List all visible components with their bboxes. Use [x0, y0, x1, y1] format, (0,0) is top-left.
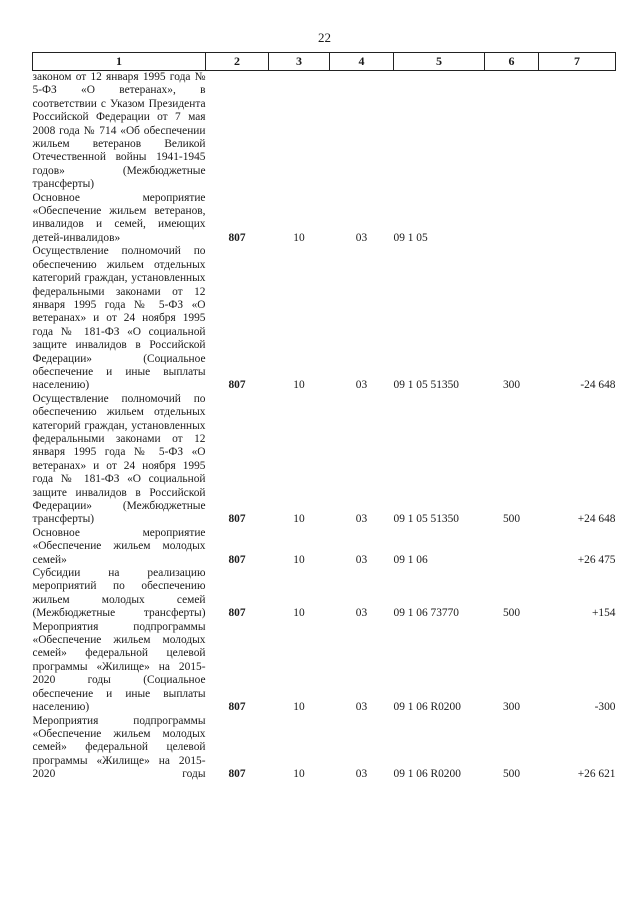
- row-section: 10: [293, 379, 305, 392]
- row-code-ministry: 807: [228, 701, 246, 714]
- header-col-7: 7: [539, 53, 616, 71]
- row-subsection: 03: [355, 513, 368, 526]
- row-section: 10: [293, 231, 305, 244]
- row-target-article: 09 1 06 73770: [393, 607, 459, 620]
- row-subsection: 03: [355, 607, 368, 620]
- row-code-ministry: 807: [228, 768, 246, 781]
- row-target-article: [394, 71, 485, 192]
- row-expense-type: 500: [502, 607, 521, 620]
- row-name: Основное мероприятие «Обеспечение жильем ветеранов, инвалидов и семей, имеющих детей-инвалидов»: [32, 191, 206, 244]
- row-expense-type: 500: [502, 513, 521, 526]
- row-target-article: 09 1 05 51350: [393, 513, 459, 526]
- row-expense-type: 300: [502, 701, 521, 714]
- row-name: Осуществление полномочий по обеспечению жильем отдельных категорий граждан, установленных федеральными законами от 12 января 1995 года № 5-ФЗ «О ветеранах» и от 24 ноября 1995 года № 181-ФЗ «О социальной защите инвалидов в Российской Федерации» (Социальное обеспечение и иные выплаты населению): [32, 245, 206, 392]
- row-expense-type: 300: [502, 379, 521, 392]
- row-target-article: 09 1 06 R0200: [393, 701, 461, 714]
- header-col-2: 2: [206, 53, 269, 71]
- row-amount: +24 648: [577, 513, 616, 526]
- row-section: [269, 71, 330, 192]
- row-subsection: 03: [355, 379, 368, 392]
- header-col-4: 4: [330, 53, 394, 71]
- header-col-3: 3: [269, 53, 330, 71]
- row-amount: +26 621: [577, 768, 616, 781]
- header-col-1: 1: [33, 53, 206, 71]
- row-target-article: 09 1 05 51350: [393, 379, 459, 392]
- header-col-5: 5: [394, 53, 485, 71]
- row-subsection: 03: [355, 553, 368, 566]
- table-header-row: [33, 53, 616, 71]
- table-row: [33, 192, 616, 246]
- row-name: Осуществление полномочий по обеспечению жильем отдельных категорий граждан, установленных федеральными законами от 12 января 1995 года № 5-ФЗ «О ветеранах» и от 24 ноября 1995 года № 181-ФЗ «О социальной защите инвалидов в Российской Федерации» (Межбюджетные трансферты): [32, 392, 206, 526]
- row-section: 10: [293, 701, 305, 714]
- row-name: Мероприятия подпрограммы «Обеспечение жильем молодых семей» федеральной целевой программы «Жилище» на 2015-2020 годы (Социальное обеспечение и иные выплаты населению): [32, 620, 206, 714]
- table-row: [33, 715, 616, 782]
- row-target-article: 09 1 06: [393, 553, 428, 566]
- row-section: 10: [293, 513, 305, 526]
- row-code-ministry: 807: [228, 553, 246, 566]
- header-col-6: 6: [485, 53, 539, 71]
- row-amount: +26 475: [577, 553, 616, 566]
- row-subsection: [330, 71, 394, 192]
- page-number: 22: [318, 30, 331, 45]
- row-code-ministry: 807: [228, 379, 246, 392]
- row-code-ministry: 807: [228, 231, 246, 244]
- row-amount: +154: [591, 607, 616, 620]
- row-expense-type: [485, 71, 539, 192]
- row-name: Мероприятия подпрограммы «Обеспечение жильем молодых семей» федеральной целевой программы «Жилище» на 2015-2020 годы: [32, 714, 206, 781]
- row-section: 10: [293, 553, 305, 566]
- row-name: законом от 12 января 1995 года № 5-ФЗ «О ветеранах», в соответствии с Указом Президента Российской Федерации от 7 мая 2008 года № 714 «Об обеспечении жильем ветеранов Великой Отечественной войны 1941-1945 годов» (Межбюджетные трансферты): [32, 71, 206, 191]
- table-row: [33, 71, 616, 192]
- row-section: 10: [293, 607, 305, 620]
- row-name: Субсидии на реализацию мероприятий по обеспечению жильем молодых семей (Межбюджетные трансферты): [32, 567, 206, 620]
- row-expense-type: [485, 527, 539, 567]
- table-row: [33, 567, 616, 621]
- row-subsection: 03: [355, 768, 368, 781]
- row-amount: [539, 192, 616, 246]
- row-amount: [539, 71, 616, 192]
- row-subsection: 03: [355, 231, 368, 244]
- row-subsection: 03: [355, 701, 368, 714]
- row-target-article: 09 1 06 R0200: [393, 768, 461, 781]
- row-target-article: 09 1 05: [393, 231, 428, 244]
- row-code-ministry: 807: [228, 513, 246, 526]
- table-row: [33, 245, 616, 392]
- row-amount: -24 648: [580, 379, 616, 392]
- row-expense-type: [485, 192, 539, 246]
- table-row: [33, 393, 616, 527]
- table-row: [33, 621, 616, 715]
- row-section: 10: [293, 768, 305, 781]
- budget-table: [32, 52, 616, 782]
- row-amount: -300: [594, 701, 616, 714]
- table-row: [33, 527, 616, 567]
- row-expense-type: 500: [502, 768, 521, 781]
- row-code-ministry: 807: [228, 607, 246, 620]
- row-name: Основное мероприятие «Обеспечение жильем молодых семей»: [32, 526, 206, 566]
- row-code-ministry: [206, 71, 269, 192]
